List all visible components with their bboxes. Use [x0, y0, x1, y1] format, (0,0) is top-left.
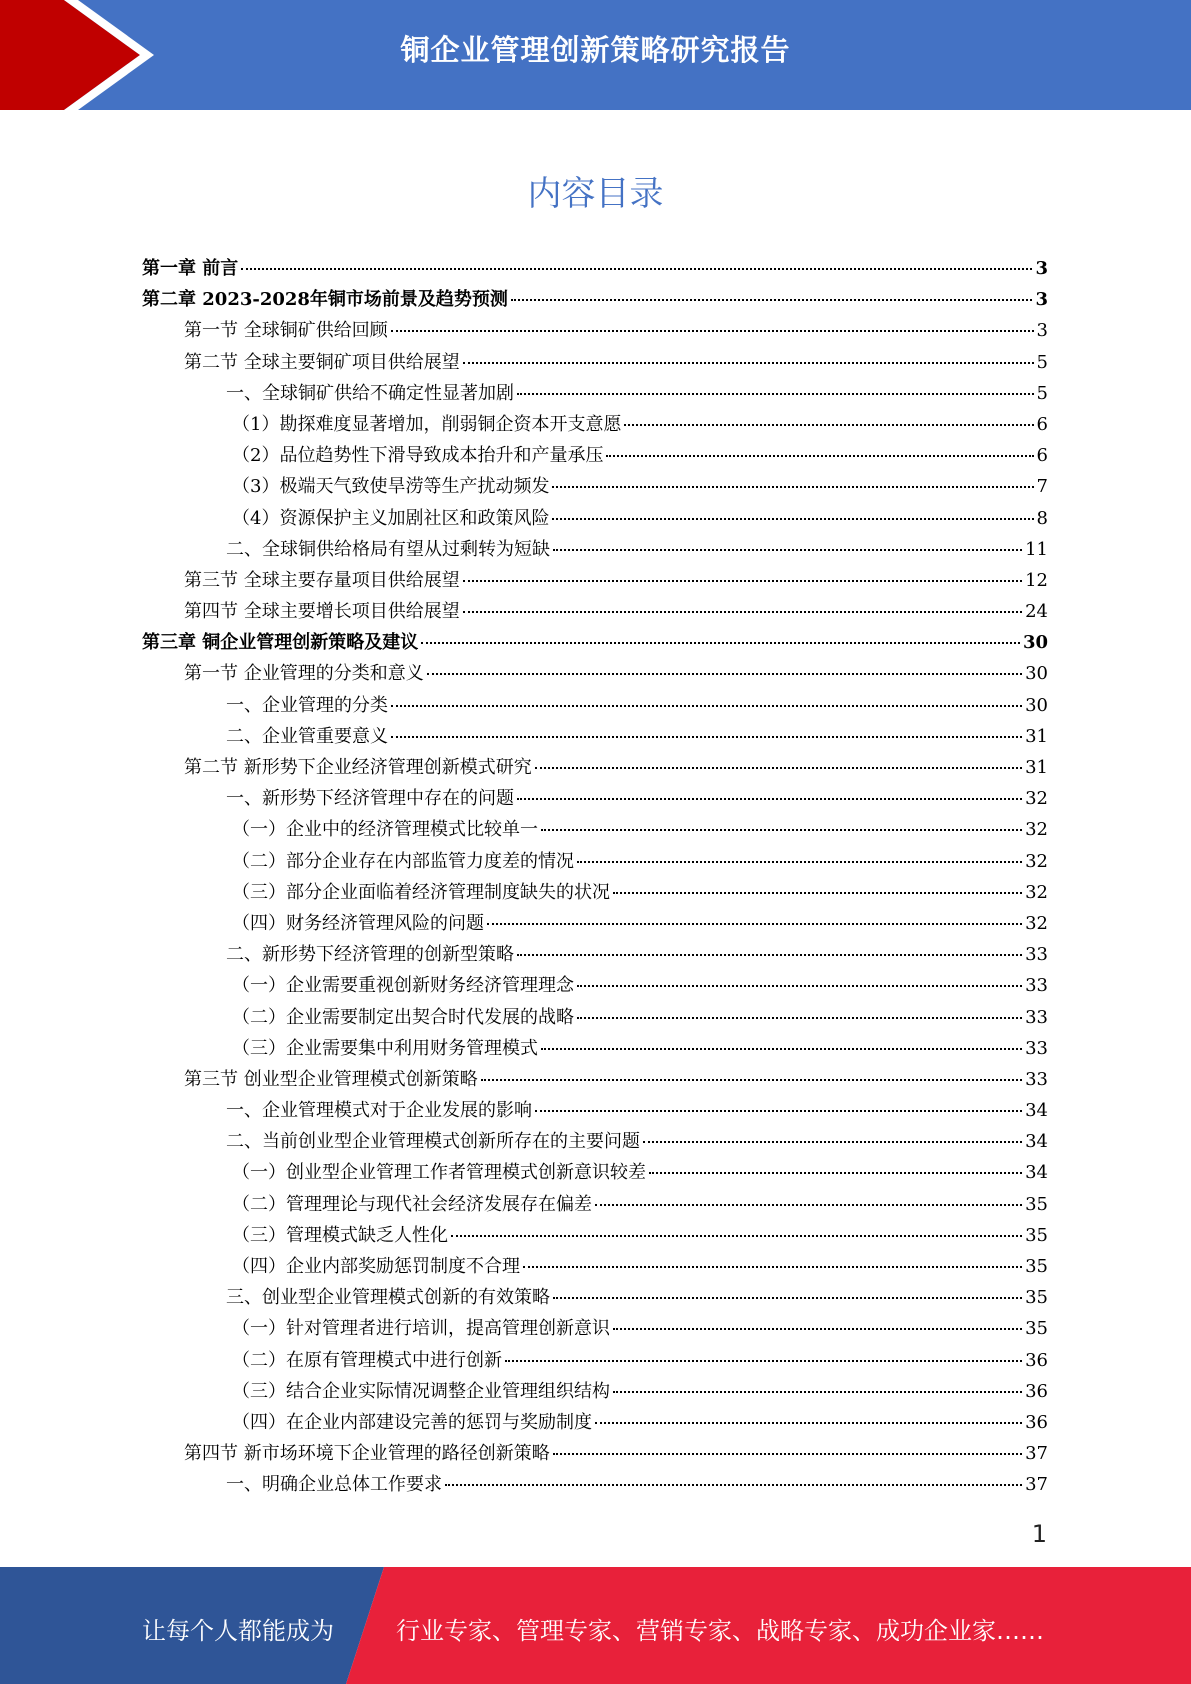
toc-entry-title[interactable]: （三）部分企业面临着经济管理制度缺失的状况 [232, 881, 610, 903]
toc-entry-title[interactable]: （三）结合企业实际情况调整企业管理组织结构 [232, 1380, 610, 1402]
toc-entry-page[interactable]: 33 [1025, 975, 1048, 997]
toc-entry-title[interactable]: 二、新形势下经济管理的创新型策略 [226, 944, 514, 966]
toc-entry[interactable] [142, 316, 1048, 347]
toc-entry-title[interactable]: 第四节 新市场环境下企业管理的路径创新策略 [184, 1443, 550, 1465]
toc-entry-page[interactable]: 31 [1025, 725, 1048, 747]
toc-entry-page[interactable]: 3 [1036, 320, 1048, 342]
toc-entry-page[interactable]: 33 [1025, 1037, 1048, 1059]
toc-entry[interactable] [142, 1283, 1048, 1314]
toc-entry-page[interactable]: 36 [1025, 1411, 1048, 1433]
toc-entry[interactable] [142, 597, 1048, 628]
toc-entry-title[interactable]: 第二节 全球主要铜矿项目供给展望 [184, 351, 460, 373]
toc-entry[interactable] [142, 410, 1048, 441]
toc-entry-page[interactable]: 33 [1025, 1068, 1048, 1090]
toc-entry-page[interactable]: 36 [1025, 1349, 1048, 1371]
toc-leader-dots [649, 1172, 1022, 1174]
toc-entry[interactable] [142, 1377, 1048, 1408]
toc-entry-page[interactable]: 31 [1025, 757, 1048, 778]
toc-entry-page[interactable]: 37 [1025, 1443, 1048, 1465]
toc-entry-page[interactable]: 30 [1025, 694, 1048, 716]
toc-entry-page[interactable]: 37 [1025, 1474, 1048, 1496]
toc-leader-dots [535, 1110, 1022, 1112]
toc-leader-dots [606, 455, 1033, 457]
header-banner [0, 0, 1191, 110]
toc-entry-title[interactable]: 一、企业管理的分类 [226, 694, 388, 716]
toc-entry-title[interactable]: （三）企业需要集中利用财务管理模式 [232, 1037, 538, 1059]
toc-leader-dots [511, 299, 1033, 301]
toc-entry-title[interactable]: 第二章 2023-2028年铜市场前景及趋势预测 [142, 289, 508, 311]
toc-entry-title[interactable]: 一、企业管理模式对于企业发展的影响 [226, 1100, 532, 1122]
toc-entry[interactable] [142, 628, 1048, 659]
toc-entry-page[interactable]: 35 [1025, 1224, 1048, 1246]
toc-entry-title[interactable]: 第三章 铜企业管理创新策略及建议 [142, 632, 419, 654]
toc-entry-title[interactable]: 一、明确企业总体工作要求 [226, 1474, 442, 1496]
toc-entry[interactable] [142, 1346, 1048, 1377]
toc-leader-dots [595, 1422, 1022, 1424]
toc-leader-dots [541, 829, 1022, 831]
toc-entry[interactable] [142, 691, 1048, 722]
toc-entry-page[interactable]: 33 [1025, 944, 1048, 966]
toc-entry-title[interactable]: （二）管理理论与现代社会经济发展存在偏差 [232, 1193, 592, 1215]
toc-entry[interactable] [142, 441, 1048, 472]
toc-leader-dots [613, 1391, 1022, 1393]
toc-entry[interactable] [142, 940, 1048, 971]
toc-entry-page[interactable]: 34 [1025, 1162, 1048, 1184]
toc-leader-dots [523, 1266, 1022, 1268]
toc-entry[interactable] [142, 1096, 1048, 1127]
toc-leader-dots [517, 798, 1022, 800]
toc-entry-page[interactable]: 32 [1025, 850, 1048, 872]
toc-entry-title[interactable]: （4）资源保护主义加剧社区和政策风险 [232, 507, 550, 529]
toc-entry[interactable] [142, 1190, 1048, 1221]
toc-leader-dots [552, 486, 1033, 488]
toc-entry-page[interactable]: 32 [1025, 819, 1048, 841]
toc-leader-dots [241, 268, 1032, 270]
toc-entry-title[interactable]: 第一节 企业管理的分类和意义 [184, 663, 424, 685]
toc-leader-dots [613, 1328, 1022, 1330]
toc-entry-page[interactable]: 30 [1022, 632, 1048, 654]
toc-leader-dots [577, 861, 1022, 863]
toc-entry[interactable] [142, 379, 1048, 410]
toc-entry-page[interactable]: 36 [1025, 1380, 1048, 1402]
toc-entry-page[interactable]: 11 [1025, 538, 1048, 560]
toc-entry[interactable] [142, 1221, 1048, 1252]
toc-entry-title[interactable]: （一）创业型企业管理工作者管理模式创新意识较差 [232, 1162, 646, 1184]
toc-leader-dots [451, 1235, 1022, 1237]
report-title: 铜企业管理创新策略研究报告 [400, 33, 791, 67]
toc-entry-page[interactable]: 8 [1036, 507, 1048, 529]
toc-entry-title[interactable]: 第二节 新形势下企业经济管理创新模式研究 [184, 757, 532, 778]
toc-leader-dots [391, 736, 1022, 738]
toc-leader-dots [535, 767, 1022, 769]
toc-entry-page[interactable]: 5 [1036, 382, 1048, 404]
toc-leader-dots [505, 1360, 1022, 1362]
toc-entry[interactable] [142, 753, 1048, 784]
toc-entry-page[interactable]: 32 [1025, 912, 1048, 934]
toc-leader-dots [445, 1484, 1022, 1486]
toc-entry[interactable] [142, 1065, 1048, 1096]
toc-leader-dots [517, 393, 1034, 395]
footer-banner [0, 1567, 1191, 1684]
toc-leader-dots [552, 518, 1033, 520]
toc-entry[interactable] [142, 1252, 1048, 1283]
toc-entry-title[interactable]: （四）财务经济管理风险的问题 [232, 912, 484, 934]
toc-leader-dots [541, 1048, 1022, 1050]
toc-entry[interactable] [142, 815, 1048, 846]
toc-entry[interactable] [142, 472, 1048, 503]
footer-slogan-left: 让每个人都能成为 [142, 1617, 334, 1645]
toc-entry-title[interactable]: 二、企业管重要意义 [226, 725, 388, 747]
toc-entry-page[interactable]: 3 [1035, 258, 1048, 279]
toc-entry-page[interactable]: 33 [1025, 1006, 1048, 1028]
page-number: 1 [1031, 1520, 1047, 1548]
toc-entry[interactable] [142, 504, 1048, 535]
toc-entry-title[interactable]: 第四节 全球主要增长项目供给展望 [184, 601, 460, 623]
toc-leader-dots [553, 549, 1022, 551]
toc-entry-title[interactable]: （2）品位趋势性下滑导致成本抬升和产量承压 [232, 445, 604, 467]
toc-entry-page[interactable]: 6 [1036, 445, 1048, 467]
toc-entry-page[interactable]: 35 [1025, 1256, 1048, 1277]
toc-leader-dots [643, 1141, 1022, 1143]
toc-entry[interactable] [142, 909, 1048, 940]
toc-entry-page[interactable]: 6 [1036, 413, 1048, 435]
toc-entry[interactable] [142, 535, 1048, 566]
toc-leader-dots [463, 362, 1034, 364]
toc-leader-dots [481, 1079, 1022, 1081]
toc-entry-title[interactable]: 第三节 创业型企业管理模式创新策略 [184, 1068, 478, 1090]
toc-leader-dots [577, 985, 1022, 987]
toc-entry[interactable] [142, 1003, 1048, 1034]
toc-entry-page[interactable]: 24 [1025, 601, 1048, 623]
toc-entry-title[interactable]: 三、创业型企业管理模式创新的有效策略 [226, 1287, 550, 1309]
toc-entry-title[interactable]: 一、全球铜矿供给不确定性显著加剧 [226, 382, 514, 404]
toc-entry[interactable] [142, 784, 1048, 815]
toc-leader-dots [553, 1297, 1022, 1299]
footer-slogan-right: 行业专家、管理专家、营销专家、战略专家、成功企业家…… [396, 1617, 1044, 1645]
toc-entry-page[interactable]: 35 [1025, 1318, 1048, 1340]
toc-entry-title[interactable]: （三）管理模式缺乏人性化 [232, 1224, 448, 1246]
toc-leader-dots [595, 1204, 1022, 1206]
toc-entry-page[interactable]: 5 [1036, 351, 1048, 373]
toc-entry[interactable] [142, 566, 1048, 597]
toc-entry-title[interactable]: （二）部分企业存在内部监管力度差的情况 [232, 850, 574, 872]
toc-entry[interactable] [142, 659, 1048, 690]
toc-entry-page[interactable]: 34 [1025, 1100, 1048, 1122]
toc-leader-dots [463, 611, 1022, 613]
toc-entry-page[interactable]: 30 [1025, 663, 1048, 685]
toc-entry-title[interactable]: （二）在原有管理模式中进行创新 [232, 1349, 502, 1371]
toc-entry-page[interactable]: 32 [1025, 881, 1048, 903]
toc-entry[interactable] [142, 971, 1048, 1002]
toc-leader-dots [421, 642, 1020, 644]
toc-leader-dots [391, 330, 1034, 332]
toc-entry[interactable] [142, 1408, 1048, 1439]
toc-entry-title[interactable]: 第一节 全球铜矿供给回顾 [184, 320, 388, 342]
toc-entry-title[interactable]: 二、全球铜供给格局有望从过剩转为短缺 [226, 538, 550, 560]
toc-entry[interactable] [142, 1314, 1048, 1345]
toc-entry-title[interactable]: （四）在企业内部建设完善的惩罚与奖励制度 [232, 1411, 592, 1433]
toc-entry-title[interactable]: 一、新形势下经济管理中存在的问题 [226, 788, 514, 810]
toc-leader-dots [577, 1017, 1022, 1019]
toc-entry-title[interactable]: 第三节 全球主要存量项目供给展望 [184, 569, 460, 591]
toc-leader-dots [613, 892, 1022, 894]
toc-entry[interactable] [142, 254, 1048, 285]
toc-leader-dots [391, 705, 1022, 707]
toc-entry-page[interactable]: 34 [1025, 1131, 1048, 1153]
toc-entry-title[interactable]: （1）勘探难度显著增加，削弱铜企资本开支意愿 [232, 413, 622, 435]
toc-entry[interactable] [142, 1158, 1048, 1189]
toc-entry[interactable] [142, 722, 1048, 753]
toc-leader-dots [487, 923, 1022, 925]
toc-entry[interactable] [142, 1034, 1048, 1065]
toc-entry-page[interactable]: 35 [1025, 1287, 1048, 1309]
toc-entry-title[interactable]: （一）企业中的经济管理模式比较单一 [232, 819, 538, 841]
toc-entry[interactable] [142, 348, 1048, 379]
toc-entry[interactable] [142, 1439, 1048, 1470]
toc-entry-page[interactable]: 3 [1035, 289, 1048, 311]
toc-entry[interactable] [142, 847, 1048, 878]
toc-entry-title[interactable]: （四）企业内部奖励惩罚制度不合理 [232, 1256, 520, 1277]
toc-leader-dots [624, 424, 1033, 426]
toc-leader-dots [553, 1453, 1022, 1455]
toc-entry-title[interactable]: 二、当前创业型企业管理模式创新所存在的主要问题 [226, 1131, 640, 1153]
toc-leader-dots [517, 954, 1022, 956]
toc-entry-title[interactable]: （3）极端天气致使旱涝等生产扰动频发 [232, 476, 550, 498]
toc-entry-page[interactable]: 35 [1025, 1193, 1048, 1215]
toc-entry-page[interactable]: 7 [1036, 476, 1048, 498]
toc-entry-title[interactable]: （二）企业需要制定出契合时代发展的战略 [232, 1006, 574, 1028]
toc-entry[interactable] [142, 1127, 1048, 1158]
toc-entry[interactable] [142, 1470, 1048, 1501]
toc-entry[interactable] [142, 878, 1048, 909]
toc-entry-title[interactable]: 第一章 前言 [142, 258, 239, 279]
toc-entry[interactable] [142, 285, 1048, 316]
toc-leader-dots [463, 580, 1022, 582]
toc-entry-page[interactable]: 32 [1025, 788, 1048, 810]
toc-heading: 内容目录 [527, 174, 664, 214]
toc-entry-page[interactable]: 12 [1025, 569, 1048, 591]
toc-entry-title[interactable]: （一）针对管理者进行培训，提高管理创新意识 [232, 1318, 610, 1340]
toc-leader-dots [427, 673, 1022, 675]
toc-entry-title[interactable]: （一）企业需要重视创新财务经济管理理念 [232, 975, 574, 997]
table-of-contents [142, 254, 1048, 1502]
